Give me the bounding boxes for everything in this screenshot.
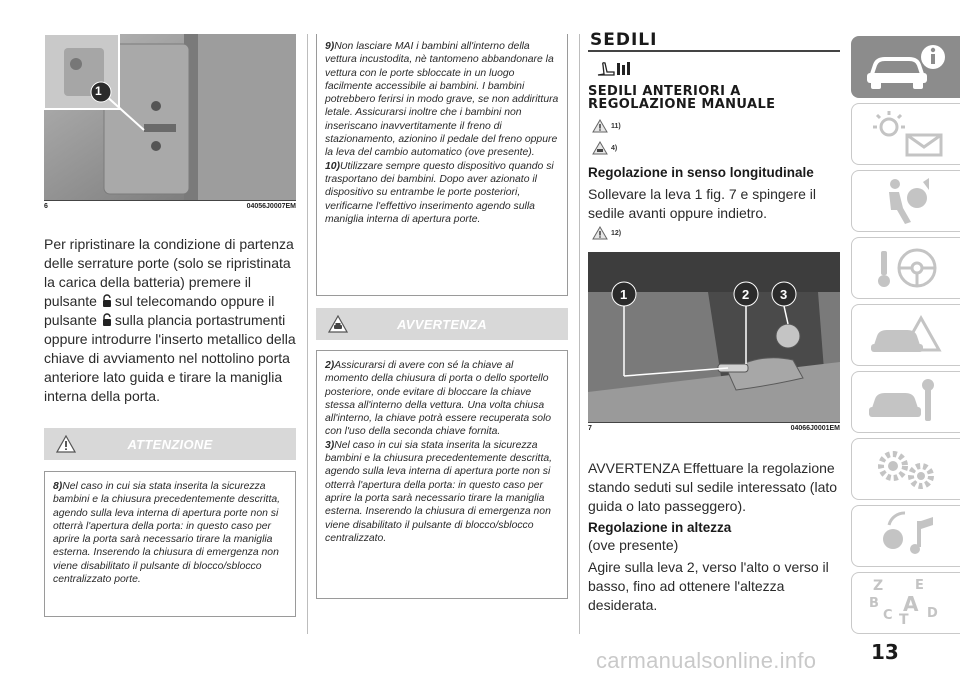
tab-technical-data[interactable] [851,438,960,500]
section-title: SEDILI [590,30,658,50]
notes-box [316,34,568,296]
warning-triangle-icon [592,119,608,133]
index-letter: Z [873,578,884,594]
page-number: 13 [871,640,899,664]
subsection-title: SEDILI ANTERIORI A REGOLAZIONE MANUALE [588,84,776,112]
paragraph-text: Per ripristinare la condizione di partenza delle serrature porte (solo se ripristinata la carica della batteria) premere il pulsante [44,236,294,309]
tab-starting-driving[interactable] [851,237,960,299]
warning-header [316,308,568,340]
note-text: Nel caso in cui sia stata inserita la sicurezza bambini e la chiusura precedentemente descritta, agendo sulla leva interna di apertura porte non si otterrà l'apertura della porta: in questo caso per aprire la porta sarà necessario tirare la maniglia esterna. Inserendo la chiusura di emergenza non viene disabilitato il pulsante di blocco/sblocco centralizzato porte. [53,481,280,586]
tab-safety[interactable] [851,170,960,232]
attention-box [44,471,296,617]
note-text: Nel caso in cui sia stata inserita la sicurezza bambini e la chiusura precedentemente descritta, agendo sulla leva interna di apertura porte non si otterrà l'apertura della porta: in questo caso per aprire la porta sarà necessario tirare la maniglia esterna. Inserendo la chiusura di emergenza non viene disabilitato il pulsante di blocco/sblocco centralizzato. [325,439,552,544]
warning-note-3 [325,439,559,545]
paragraph-text: sul telecomando oppure il pulsante [44,293,275,328]
figure-code: 04056J0007EM [246,203,296,210]
ref-number: 4) [611,144,618,152]
note-number: 9) [325,41,335,52]
note-text: Assicurarsi di avere con sé la chiave al momento della chiusura di porta o dello sportello posteriore, onde evitare di bloccare la chiave stessa all'interno della vettura. Una volta chiusa all'interno, la chiave potrà essere recuperata solo con l'uso della seconda chiave fornita. [325,360,552,438]
figure-7-callout-3: 3 [780,287,788,302]
column-divider [579,34,580,634]
section-rule [588,50,840,52]
attention-title: ATTENZIONE [127,436,213,452]
warning-note-2 [325,359,559,439]
car-info-icon [863,43,949,91]
index-letter: T [899,612,909,628]
avvertenza-text: AVVERTENZA Effettuare la regolazione stando seduti sul sedile interessato (lato guida o lato passeggero). [588,460,838,514]
height-text: Agire sulla leva 2, verso l'alto o verso il basso, fino ad ottenere l'altezza desiderata. [588,559,829,613]
index-letter: D [927,606,938,621]
figure-code: 04066J0001EM [790,425,840,432]
note-number: 8) [53,481,63,492]
note-text: Non lasciare MAI i bambini all'interno della vettura incustodita, nè tantomeno abbandonare la vettura con le porte sbloccate in un luogo facilmente accessibile ai bambini. I bambini potrebbero ferirsi in modo grave, se non addirittura letale. Assicurarsi inoltre che i bambini non inseriscano inavvertitamente il freno di stazionamento, azionino il pedale del freno oppure la leva del cambio automatico (ove presente). [325,41,559,159]
car-caution-icon [328,315,348,333]
attention-header [44,428,296,460]
note-text: Utilizzare sempre questo dispositivo quando si trasportano dei bambini. Dopo aver azionato il dispositivo su entrambe le porte posteriori, verificarne l'effettivo inserimento agendo sulla maniglia interna di apertura porte. [325,160,554,225]
note-number: 2) [325,360,335,371]
unlock-icon [102,313,112,326]
note-9 [325,40,559,160]
note-number: 3) [325,439,335,451]
index-letter: C [883,608,893,623]
tab-warning-lights[interactable] [851,103,960,165]
figure-6-door-lock-photo [44,34,296,200]
gears-icon [863,444,949,494]
tab-multimedia[interactable] [851,505,960,567]
longitudinal-text: Sollevare la leva 1 fig. 7 e spingere il sedile avanti oppure indietro. [588,186,817,221]
attention-note [53,480,287,586]
paragraph-text: sulla plancia portastrumenti oppure introdurre l'inserto metallico della chiave di avviamento nel nottolino porta anteriore lato guida e tirare la maniglia interna della porta. [44,312,296,404]
figure-7-callout-1: 1 [620,287,628,302]
index-letter: A [903,592,919,616]
warning-title: AVVERTENZA [397,316,487,332]
ref-4 [592,141,617,155]
height-note: (ove presente) [588,537,679,553]
tab-car-info[interactable] [851,36,960,98]
warning-triangle-icon [592,226,608,240]
ref-number: 11) [611,122,621,130]
index-letter: E [915,578,924,593]
key-steering-wheel-icon [863,243,949,293]
figure-number: 7 [588,425,592,432]
figure-7-callout-2: 2 [742,287,750,302]
alphabet-index-icon [863,578,949,628]
note-number: 10) [325,160,341,172]
index-letter: B [869,596,879,611]
warning-box [316,350,568,599]
warning-triangle-icon [56,435,76,453]
column-divider [307,34,308,634]
ref-number: 12) [611,229,622,237]
car-caution-icon [592,141,608,155]
tab-maintenance[interactable] [851,371,960,433]
reset-locks-paragraph [44,235,296,406]
seat-adjust-icon [594,60,634,78]
car-crash-icon [863,310,949,360]
height-heading: Regolazione in altezza [588,520,732,535]
figure-number: 6 [44,203,48,210]
warning-lights-icon [863,109,949,159]
figure-7-seat-photo [588,252,840,422]
tab-index[interactable] [851,572,960,634]
tab-emergency[interactable] [851,304,960,366]
watermark: carmanualsonline.info [596,648,817,673]
ref-12 [592,226,621,240]
figure-6-callout: 1 [95,84,102,98]
figure-6-caption [44,200,296,212]
airbag-person-icon [863,176,949,226]
car-tools-icon [863,377,949,427]
ref-11 [592,119,621,133]
note-10 [325,160,559,226]
music-sat-icon [863,511,949,561]
unlock-icon [102,294,112,307]
figure-7-caption [588,422,840,434]
longitudinal-heading: Regolazione in senso longitudinale [588,165,814,180]
